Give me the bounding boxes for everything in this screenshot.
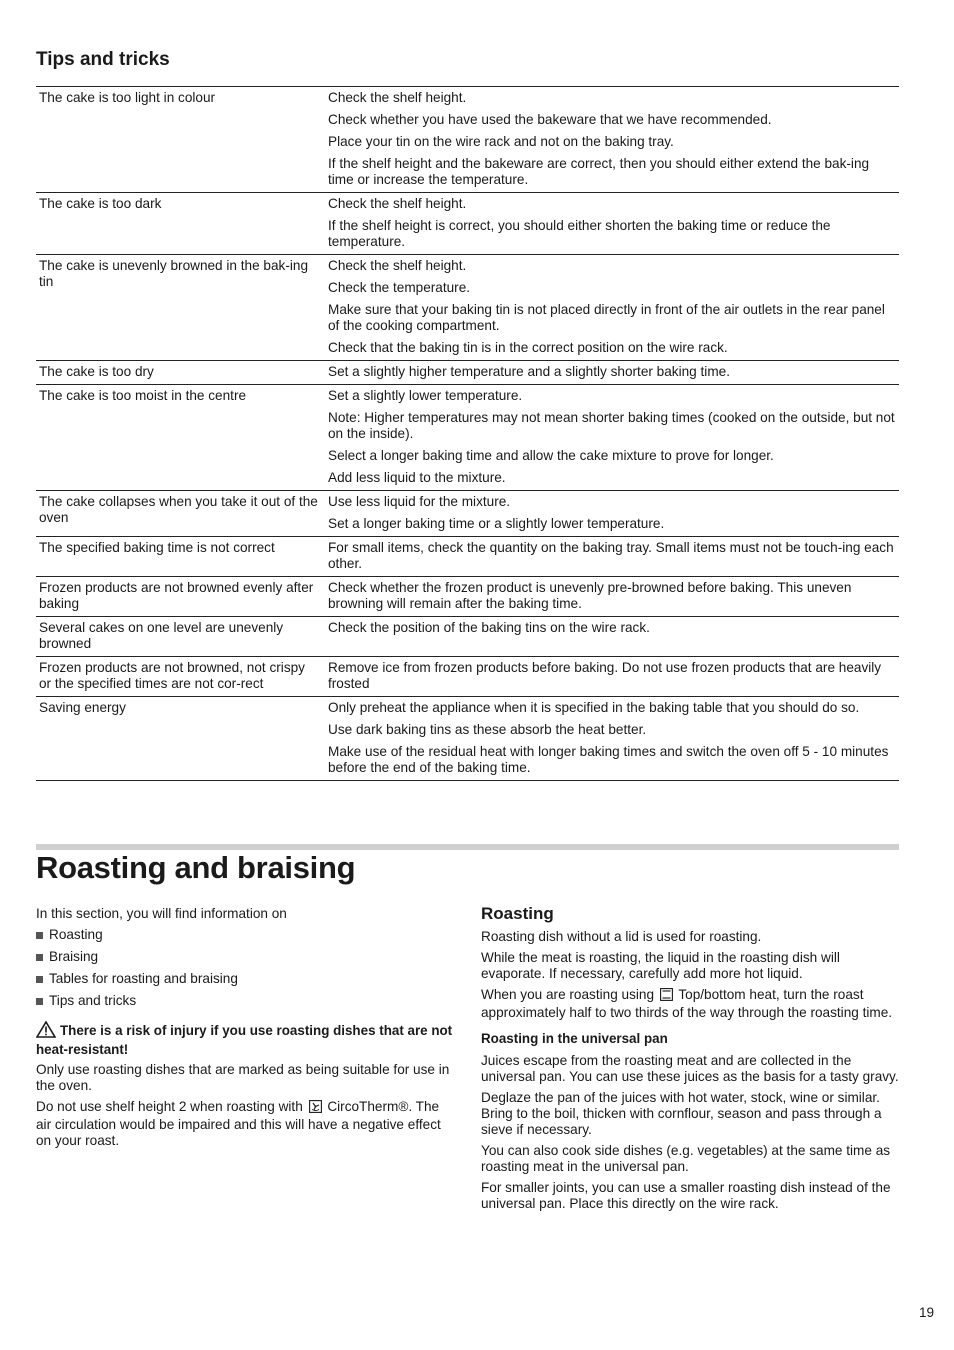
solution-text: For small items, check the quantity on the baking tray. Small items must not be touch-ing each other. xyxy=(328,540,894,571)
roasting-heading: Roasting xyxy=(481,904,554,923)
solution-text: Set a slightly lower temperature. xyxy=(328,388,523,403)
tips-heading: Tips and tricks xyxy=(36,49,170,70)
solution-text: Add less liquid to the mixture. xyxy=(328,470,506,485)
table-row xyxy=(36,255,899,361)
warning-triangle-icon xyxy=(36,1021,56,1042)
solution-text: Check whether the frozen product is unevenly pre-browned before baking. This uneven browning will remain after the baking time. xyxy=(328,580,852,611)
solution-cell xyxy=(322,491,899,537)
solution-text: Make use of the residual heat with longer baking times and switch the oven off 5 - 10 minutes before the end of the baking time. xyxy=(328,744,889,775)
problem-cell: The cake collapses when you take it out of the oven xyxy=(36,491,322,537)
list-item: Braising xyxy=(36,949,456,965)
chapter-intro: In this section, you will find information on xyxy=(36,906,287,921)
problem-cell: The specified baking time is not correct xyxy=(36,537,322,577)
circotherm-fan-icon xyxy=(309,1100,322,1117)
problem-cell: Saving energy xyxy=(36,697,322,781)
problem-cell: The cake is too dry xyxy=(36,361,322,385)
solution-text: Use dark baking tins as these absorb the heat better. xyxy=(328,722,647,737)
solution-cell xyxy=(322,537,899,577)
solution-text: Select a longer baking time and allow the cake mixture to prove for longer. xyxy=(328,448,774,463)
problem-cell: Frozen products are not browned, not crispy or the specified times are not cor-rect xyxy=(36,657,322,697)
warning-block xyxy=(36,1021,456,1058)
roasting-paragraph: While the meat is roasting, the liquid in the roasting dish will evaporate. If necessary, carefully add more hot liquid. xyxy=(481,950,840,981)
table-row xyxy=(36,537,899,577)
problem-cell: The cake is too dark xyxy=(36,193,322,255)
table-row xyxy=(36,491,899,537)
problem-cell: The cake is too moist in the centre xyxy=(36,385,322,491)
table-row xyxy=(36,193,899,255)
solution-text: Check the shelf height. xyxy=(328,258,467,273)
shelf-note: Do not use shelf height 2 when roasting with CircoTherm®. The air circulation would be impaired and this will have a negative effect on your roast. xyxy=(36,1099,441,1148)
problem-cell: Several cakes on one level are unevenly browned xyxy=(36,617,322,657)
solution-cell xyxy=(322,193,899,255)
roasting-paragraph: When you are roasting using Top/bottom heat, turn the roast approximately half to two thirds of the way through the roasting time. xyxy=(481,987,893,1020)
table-row xyxy=(36,657,899,697)
solution-text: Note: Higher temperatures may not mean shorter baking times (cooked on the outside, but not on the inside). xyxy=(328,410,895,441)
solution-text: Check the shelf height. xyxy=(328,196,467,211)
problem-cell: The cake is unevenly browned in the bak-ing tin xyxy=(36,255,322,361)
warning-paragraph: Only use roasting dishes that are marked as being suitable for use in the oven. xyxy=(36,1062,450,1093)
list-item: Tables for roasting and braising xyxy=(36,971,456,987)
solution-cell xyxy=(322,87,899,193)
solution-text: Set a slightly higher temperature and a slightly shorter baking time. xyxy=(328,364,730,379)
solution-text: Check whether you have used the bakeware that we have recommended. xyxy=(328,112,772,127)
table-row xyxy=(36,697,899,781)
universal-paragraph: For smaller joints, you can use a smaller roasting dish instead of the universal pan. Place this directly on the wire rack. xyxy=(481,1180,891,1211)
solution-text: Check that the baking tin is in the correct position on the wire rack. xyxy=(328,340,728,355)
top-bottom-heat-icon xyxy=(660,988,673,1005)
problem-cell: The cake is too light in colour xyxy=(36,87,322,193)
solution-text: Place your tin on the wire rack and not on the baking tray. xyxy=(328,134,674,149)
page-number: 19 xyxy=(919,1305,935,1320)
solution-cell xyxy=(322,255,899,361)
topic-list xyxy=(36,927,456,1009)
list-item: Tips and tricks xyxy=(36,993,456,1009)
table-row xyxy=(36,87,899,193)
solution-cell xyxy=(322,697,899,781)
warning-text: There is a risk of injury if you use roasting dishes that are not heat-resistant! xyxy=(36,1023,453,1057)
solution-text: Set a longer baking time or a slightly lower temperature. xyxy=(328,516,665,531)
tips-table xyxy=(36,86,899,781)
table-row xyxy=(36,361,899,385)
universal-paragraph: Juices escape from the roasting meat and are collected in the universal pan. You can use these juices as the basis for a tasty gravy. xyxy=(481,1053,899,1084)
solution-cell xyxy=(322,617,899,657)
solution-text: Make sure that your baking tin is not placed directly in front of the air outlets in the rear panel of the cooking compartment. xyxy=(328,302,885,333)
universal-paragraph: You can also cook side dishes (e.g. vegetables) at the same time as roasting meat in the universal pan. xyxy=(481,1143,891,1174)
table-row xyxy=(36,617,899,657)
solution-cell xyxy=(322,577,899,617)
solution-text: Only preheat the appliance when it is specified in the baking table that you should do so. xyxy=(328,700,860,715)
solution-text: Check the shelf height. xyxy=(328,90,467,105)
table-row xyxy=(36,385,899,491)
solution-cell xyxy=(322,361,899,385)
chapter-title: Roasting and braising xyxy=(36,850,356,885)
solution-text: If the shelf height is correct, you should either shorten the baking time or reduce the temperature. xyxy=(328,218,831,249)
solution-cell xyxy=(322,385,899,491)
solution-text: Use less liquid for the mixture. xyxy=(328,494,511,509)
left-column xyxy=(36,906,456,1154)
solution-text: Remove ice from frozen products before baking. Do not use frozen products that are heavily frosted xyxy=(328,660,882,691)
universal-pan-heading: Roasting in the universal pan xyxy=(481,1031,668,1046)
solution-text: If the shelf height and the bakeware are correct, then you should either extend the bak-ing time or increase the temperature. xyxy=(328,156,870,187)
solution-text: Check the temperature. xyxy=(328,280,471,295)
solution-text: Check the position of the baking tins on the wire rack. xyxy=(328,620,650,635)
problem-cell: Frozen products are not browned evenly after baking xyxy=(36,577,322,617)
universal-paragraph: Deglaze the pan of the juices with hot water, stock, wine or similar. Bring to the boil, thicken with cornflour, season and pass through a sieve if necessary. xyxy=(481,1090,882,1137)
list-item: Roasting xyxy=(36,927,456,943)
roasting-paragraph: Roasting dish without a lid is used for roasting. xyxy=(481,929,762,944)
solution-cell xyxy=(322,657,899,697)
right-column xyxy=(481,906,899,1217)
table-row xyxy=(36,577,899,617)
